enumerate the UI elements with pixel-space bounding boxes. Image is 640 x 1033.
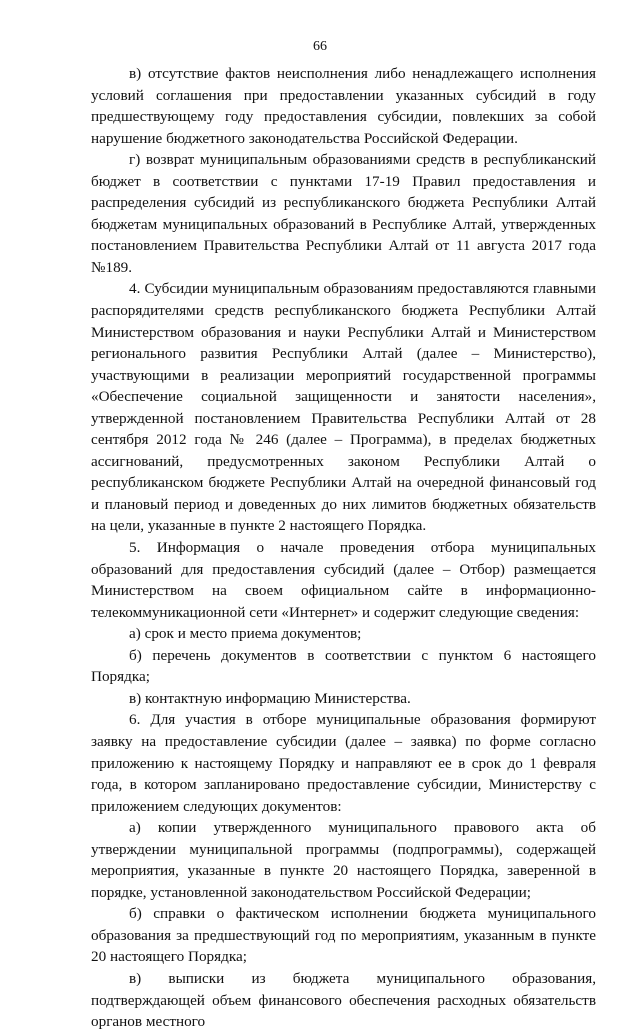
paragraph-6v: в) выписки из бюджета муниципального образования, подтверждающей объем финансового обеспечения расходных обязательств органов местного (91, 969, 596, 1031)
page-number: 66 (313, 39, 327, 54)
paragraph-3v: в) отсутствие фактов неисполнения либо ненадлежащего исполнения условий соглашения при предоставлении указанных субсидий в году предшествующему году предоставления субсидии, повлекших за собой нарушение бюджетного законодательства Российской Федерации. (91, 65, 596, 147)
paragraph-6: 6. Для участия в отборе муниципальные образования формируют заявку на предоставление субсидии (далее – заявка) по форме согласно приложению к настоящему Порядку и направляют ее в срок до 1 февраля года, в котором запланировано предоставление субсидии, Министерству с приложением следующих документов: (91, 711, 596, 815)
paragraph-6a: а) копии утвержденного муниципального правового акта об утверждении муниципальной программы (подпрограммы), содержащей мероприятия, указанные в пункте 20 настоящего Порядка, заверенной в порядке, установленной законодательством Российской Федерации; (91, 819, 596, 901)
paragraph-5b: б) перечень документов в соответствии с пунктом 6 настоящего Порядка; (91, 646, 596, 686)
paragraph-5v: в) контактную информацию Министерства. (129, 689, 411, 707)
paragraph-3g: г) возврат муниципальным образованиями средств в республиканский бюджет в соответствии с пунктами 17-19 Правил предоставления и распределения субсидий из республиканского бюджета Республики Алтай бюджетам муниципальных образований в Республике Алтай, утвержденных постановлением Правительства Республики Алтай от 11 августа 2017 года №189. (91, 151, 596, 276)
document-body (91, 63, 596, 1033)
paragraph-5a: а) срок и место приема документов; (129, 625, 362, 643)
paragraph-4: 4. Субсидии муниципальным образованиям предоставляются главными распорядителями средств республиканского бюджета Республики Алтай Министерством образования и науки Республики Алтай и Министерством регионального развития Республики Алтай (далее – Министерство), участвующими в реализации мероприятий государственной программы «Обеспечение социальной защищенности и занятости населения», утвержденной постановлением Правительства Республики Алтай от 28 сентября 2012 года № 246 (далее – Программа), в пределах бюджетных ассигнований, предусмотренных законом Республики Алтай о республиканском бюджете Республики Алтай на очередной финансовый год и плановый период и доведенных до них лимитов бюджетных обязательств на цели, указанные в пункте 2 настоящего Порядка. (91, 280, 596, 535)
paragraph-6b: б) справки о фактическом исполнении бюджета муниципального образования за предшествующий год по мероприятиям, указанным в пункте 20 настоящего Порядка; (91, 905, 596, 966)
paragraph-5: 5. Информация о начале проведения отбора муниципальных образований для предоставления субсидий (далее – Отбор) размещается Министерством на своем официальном сайте в информационно-телекоммуникационной сети «Интернет» и содержит следующие сведения: (91, 539, 596, 621)
